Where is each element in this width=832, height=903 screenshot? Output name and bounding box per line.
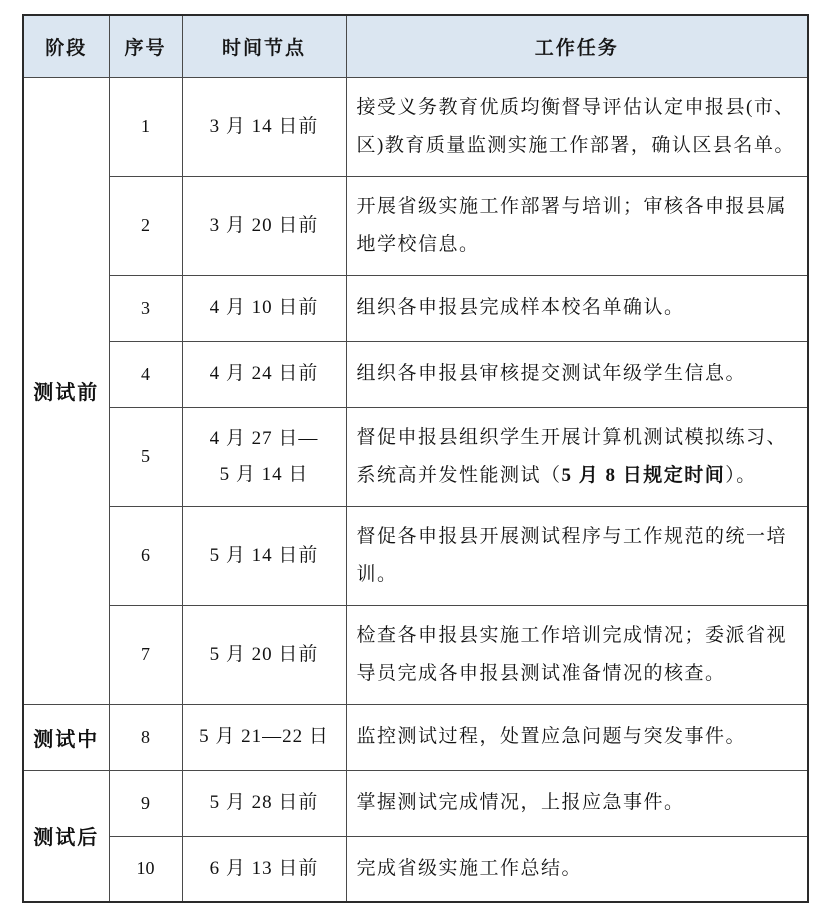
table-row: [23, 341, 808, 407]
seq-cell: 7: [109, 605, 182, 704]
time-cell: [182, 704, 346, 770]
time-cell: [182, 605, 346, 704]
time-line: 4 月 24 日前: [209, 363, 319, 384]
time-line: 5 月 14 日前: [209, 544, 319, 566]
time-cell: [182, 836, 346, 902]
time-line: 5 月 20 日前: [209, 643, 319, 665]
seq-cell: 5: [109, 407, 182, 506]
col-header-phase: 阶段: [23, 15, 109, 77]
task-text: 监控测试过程，处置应急问题与突发事件。: [356, 726, 747, 747]
task-text: 督促申报县组织学生开展计算机测试模拟练习、系统高并发性能测试（: [356, 426, 788, 486]
table-row: [23, 836, 808, 902]
table-row: [23, 770, 808, 836]
task-cell: [346, 275, 808, 341]
table-row: [23, 176, 808, 275]
seq-cell: 1: [109, 77, 182, 176]
task-text: 检查各申报县实施工作培训完成情况；委派省视导员完成各申报县测试准备情况的核查。: [356, 624, 788, 684]
time-cell: [182, 770, 346, 836]
task-text-bold: 5 月 8 日规定时间: [561, 464, 726, 486]
time-line: 5 月 14 日: [219, 463, 309, 485]
time-cell: [182, 77, 346, 176]
time-line: 5 月 21—22 日: [199, 726, 329, 747]
phase-cell: 测试后: [23, 770, 109, 902]
task-text: 开展省级实施工作部署与培训；审核各申报县属地学校信息。: [356, 195, 788, 255]
table-header: [23, 15, 808, 77]
task-cell: [346, 704, 808, 770]
table-row: [23, 77, 808, 176]
schedule-table: [22, 14, 809, 903]
task-text: 组织各申报县审核提交测试年级学生信息。: [356, 363, 747, 384]
task-cell: [346, 407, 808, 506]
seq-cell: 4: [109, 341, 182, 407]
task-cell: [346, 605, 808, 704]
table-row: [23, 407, 808, 506]
time-line: 4 月 10 日前: [209, 297, 319, 318]
time-cell: [182, 407, 346, 506]
seq-cell: 2: [109, 176, 182, 275]
task-text: 掌握测试完成情况，上报应急事件。: [356, 792, 685, 813]
task-cell: [346, 341, 808, 407]
schedule-table-container: [22, 14, 809, 903]
col-header-time: 时间节点: [182, 15, 346, 77]
table-body: [23, 77, 808, 902]
seq-cell: 3: [109, 275, 182, 341]
task-cell: [346, 506, 808, 605]
task-cell: [346, 176, 808, 275]
task-text: 完成省级实施工作总结。: [356, 857, 583, 879]
time-line: 4 月 27 日—: [209, 427, 319, 449]
time-line: 3 月 20 日前: [209, 214, 319, 236]
time-cell: [182, 176, 346, 275]
task-text: 组织各申报县完成样本校名单确认。: [356, 297, 685, 318]
time-cell: [182, 341, 346, 407]
task-text: 接受义务教育优质均衡督导评估认定申报县(市、区)教育质量监测实施工作部署，确认区县名单。: [356, 96, 795, 156]
table-row: [23, 275, 808, 341]
task-text: 督促各申报县开展测试程序与工作规范的统一培训。: [356, 525, 788, 585]
table-row: [23, 605, 808, 704]
table-row: [23, 704, 808, 770]
phase-cell: 测试前: [23, 77, 109, 704]
time-line: 3 月 14 日前: [209, 115, 319, 137]
task-text: ）。: [725, 464, 757, 486]
task-cell: [346, 77, 808, 176]
task-cell: [346, 770, 808, 836]
phase-cell: 测试中: [23, 704, 109, 770]
table-row: [23, 506, 808, 605]
seq-cell: 10: [109, 836, 182, 902]
header-row: [23, 15, 808, 77]
time-cell: [182, 275, 346, 341]
time-cell: [182, 506, 346, 605]
seq-cell: 9: [109, 770, 182, 836]
seq-cell: 8: [109, 704, 182, 770]
seq-cell: 6: [109, 506, 182, 605]
col-header-task: 工作任务: [346, 15, 808, 77]
task-cell: [346, 836, 808, 902]
time-line: 5 月 28 日前: [209, 792, 319, 813]
time-line: 6 月 13 日前: [209, 857, 319, 879]
col-header-seq: 序号: [109, 15, 182, 77]
